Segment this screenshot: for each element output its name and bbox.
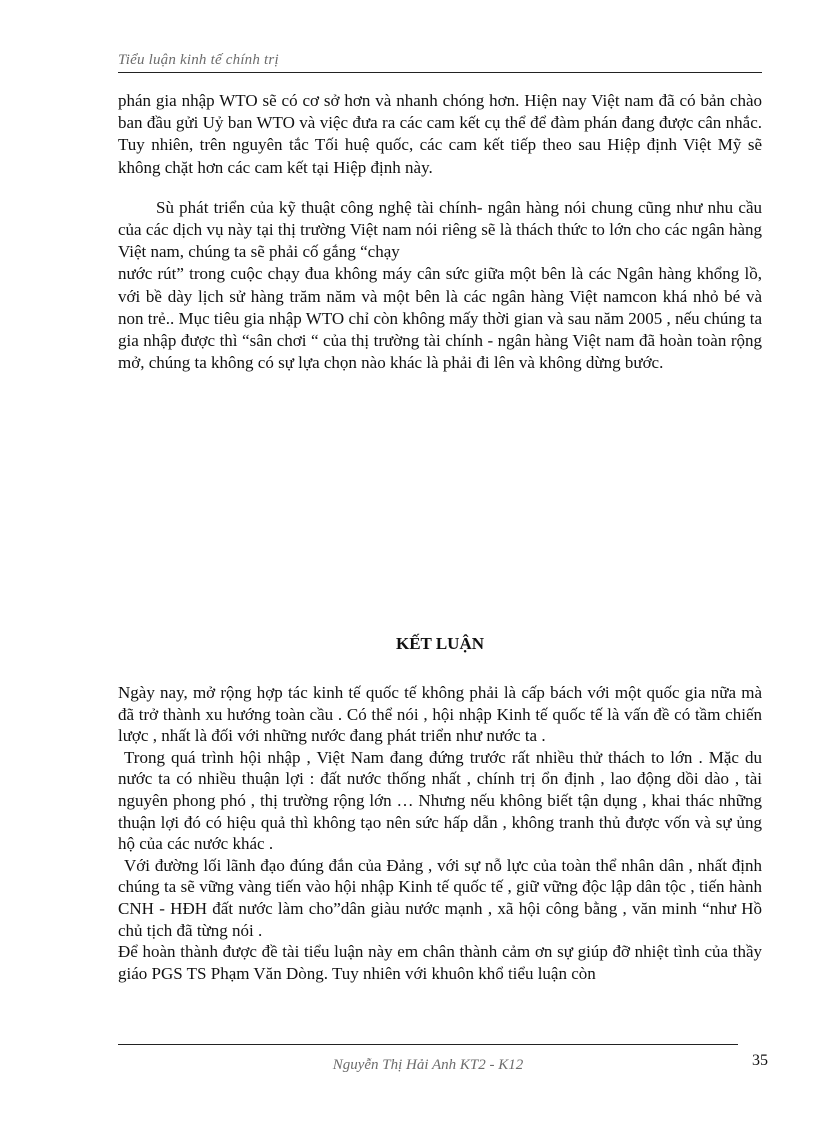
- paragraph: phán gia nhập WTO sẽ có cơ sở hơn và nhanh chóng hơn. Hiện nay Việt nam đã có bản chào ban đầu gửi Uỷ ban WTO và việc đưa ra các cam kết cụ thể để đàm phán đang được cân nhắc. Tuy nhiên, trên nguyên tắc Tối huệ quốc, các cam kết tiếp theo sau Hiệp định Việt Mỹ sẽ không chặt hơn các cam kết tại Hiệp định này.: [118, 91, 762, 177]
- body-text: [118, 90, 762, 374]
- footer-author: Nguyễn Thị Hải Anh KT2 - K12: [332, 1057, 524, 1073]
- paragraph: Sù phát triển của kỹ thuật công nghệ tài chính- ngân hàng nói chung cũng như nhu cầu của các dịch vụ này tại thị trường Việt nam nói riêng sẽ là thách thức to lớn cho các ngân hàng Việt nam, chúng ta sẽ phải cố gắng “chạy: [118, 197, 762, 262]
- paragraph: Ngày nay, mở rộng hợp tác kinh tế quốc tế không phải là cấp bách với một quốc gia nữa mà đã trở thành xu hướng toàn cầu . Có thể nói , hội nhập Kinh tế quốc tế là vấn đề có tầm chiến lược , nhất là đối với những nước đang phát triển như nước ta .: [118, 683, 762, 746]
- page-number: 35: [752, 1052, 768, 1069]
- header-title: Tiểu luận kinh tế chính trị: [118, 52, 279, 68]
- paragraph: Với đường lối lãnh đạo đúng đắn của Đảng , với sự nỗ lực của toàn thể nhân dân , nhất định chúng ta sẽ vững vàng tiến vào hội nhập Kinh tế quốc tế , giữ vững độc lập dân tộc , tiến hành CNH - HĐH đất nước làm cho”dân giàu nước mạnh , xã hội công bằng , văn minh “như Hồ chủ tịch đã từng nói .: [118, 855, 762, 940]
- conclusion-text: [118, 682, 762, 984]
- section-title: KẾT LUẬN: [395, 634, 484, 653]
- paragraph: nước rút” trong cuộc chạy đua không máy cân sức giữa một bên là các Ngân hàng khổng lồ, với bề dày lịch sử hàng trăm năm và một bên là các ngân hàng Việt namcon khá nhỏ bé và non trẻ.. Mục tiêu gia nhập WTO chỉ còn không mấy thời gian và sau năm 2005 , nếu chúng ta gia nhập được thì “sân chơi “ của thị trường tài chính - ngân hàng Việt nam đã hoàn toàn rộng mở, chúng ta không có sự lựa chọn nào khác là phải đi lên và không dừng bước.: [118, 264, 762, 373]
- paragraph: Trong quá trình hội nhập , Việt Nam đang đứng trước rất nhiều thử thách to lớn . Mặc du nước ta có nhiều thuận lợi : đất nước thống nhất , chính trị ổn định , lao động dồi dào , tài nguyên phong phó , thị trường rộng lớn … Nhưng nếu không biết tận dụng , khai thác những thuận lợi đó có hiệu quả thì không tạo nên sức hấp dẫn , không tranh thủ được vốn và sự ủng hộ của các nước khác .: [118, 747, 762, 854]
- paragraph: Để hoàn thành được đề tài tiểu luận này em chân thành cảm ơn sự giúp đỡ nhiệt tình của thầy giáo PGS TS Phạm Văn Dòng. Tuy nhiên với khuôn khổ tiểu luận còn: [118, 942, 762, 983]
- header-divider: [118, 72, 762, 73]
- footer-divider: [118, 1044, 738, 1045]
